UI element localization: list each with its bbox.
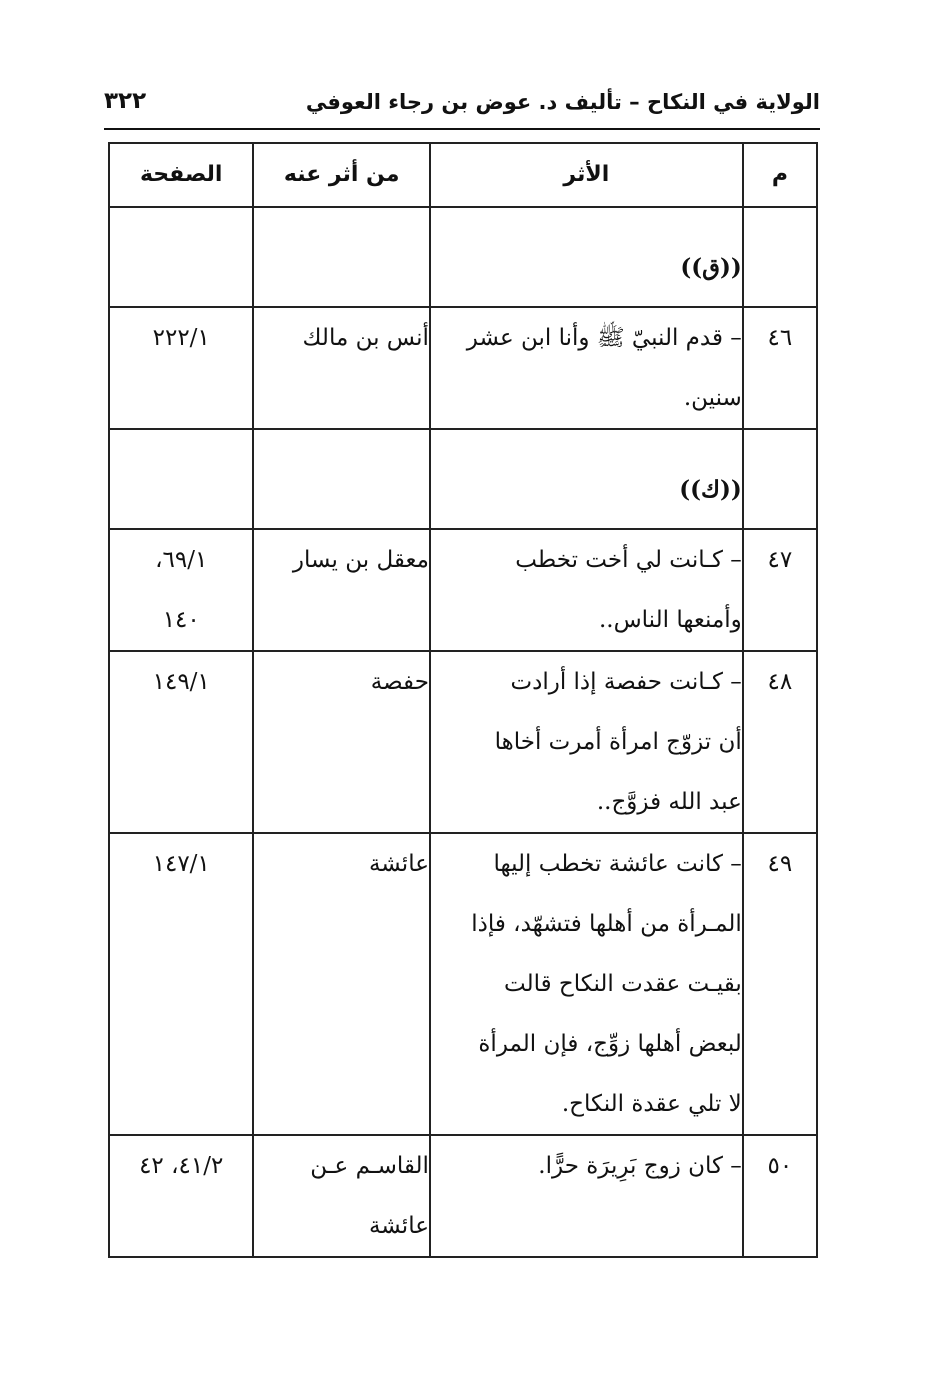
athar-text-line: سنين. bbox=[683, 385, 742, 411]
athar-text-line: – كانت عائشة تخطب إليها bbox=[493, 851, 742, 877]
page-cell bbox=[109, 529, 253, 651]
page-reference: ٤١/٢، ٤٢ bbox=[139, 1153, 224, 1179]
letter-separator-row bbox=[109, 207, 817, 307]
athar-text-line: لا تلي عقدة النكاح. bbox=[561, 1091, 742, 1117]
athar-cell bbox=[430, 651, 743, 833]
page-cell bbox=[109, 651, 253, 833]
page-reference: ١٤٩/١ bbox=[152, 669, 210, 695]
page-header bbox=[104, 90, 820, 130]
page-cell bbox=[109, 1135, 253, 1257]
col-header-athar: الأثر bbox=[430, 143, 743, 207]
entry-number: ٤٧ bbox=[743, 529, 817, 651]
table-row bbox=[109, 307, 817, 429]
num-cell bbox=[743, 429, 817, 529]
narrator-cell bbox=[253, 207, 429, 307]
page-cell bbox=[109, 429, 253, 529]
section-letter: ((ك)) bbox=[679, 476, 742, 503]
table-body bbox=[109, 207, 817, 1257]
athar-text-line: – كـانت لي أخت تخطب bbox=[515, 547, 742, 573]
athar-index-table bbox=[108, 142, 818, 1258]
table-row bbox=[109, 651, 817, 833]
table-row bbox=[109, 833, 817, 1135]
athar-text-line: وأمنعها الناس.. bbox=[598, 607, 742, 633]
num-cell bbox=[743, 207, 817, 307]
col-header-num: م bbox=[743, 143, 817, 207]
page-reference: ٦٩/١، bbox=[155, 547, 208, 573]
page-cell bbox=[109, 307, 253, 429]
athar-text-line: – كـانت حفصة إذا أرادت bbox=[510, 669, 742, 695]
athar-text-line: عبد الله فزوَّج.. bbox=[596, 789, 742, 815]
narrator-cell: حفصة bbox=[253, 651, 429, 833]
athar-text-line: – قدم النبيّ ﷺ وأنا ابن عشر bbox=[466, 325, 742, 351]
page-cell bbox=[109, 207, 253, 307]
entry-number: ٤٨ bbox=[743, 651, 817, 833]
page-cell bbox=[109, 833, 253, 1135]
table-row bbox=[109, 529, 817, 651]
running-title: الولاية في النكاح – تأليف د. عوض بن رجاء العوفي bbox=[305, 90, 820, 114]
narrator-cell bbox=[253, 429, 429, 529]
athar-text-line: لبعض أهلها زوِّج، فإن المرأة bbox=[478, 1031, 742, 1057]
athar-cell bbox=[430, 833, 743, 1135]
page-reference: ١٤٧/١ bbox=[152, 851, 210, 877]
athar-cell bbox=[430, 207, 743, 307]
letter-separator-row bbox=[109, 429, 817, 529]
narrator-cell: القاسـم عـن عائشة bbox=[253, 1135, 429, 1257]
entry-number: ٥٠ bbox=[743, 1135, 817, 1257]
narrator-cell: عائشة bbox=[253, 833, 429, 1135]
athar-text-line: المـرأة من أهلها فتشهّد، فإذا bbox=[471, 911, 742, 937]
col-header-page: الصفحة bbox=[109, 143, 253, 207]
athar-cell bbox=[430, 1135, 743, 1257]
narrator-cell: معقل بن يسار bbox=[253, 529, 429, 651]
athar-text-line: بقيـت عقدت النكاح قالت bbox=[503, 971, 742, 997]
page-number: ٣٢٢ bbox=[104, 88, 147, 114]
athar-cell bbox=[430, 529, 743, 651]
table-header-row bbox=[109, 143, 817, 207]
col-header-narrator: من أثر عنه bbox=[253, 143, 429, 207]
entry-number: ٤٦ bbox=[743, 307, 817, 429]
narrator-cell: أنس بن مالك bbox=[253, 307, 429, 429]
page-reference: ١٤٠ bbox=[162, 607, 200, 633]
athar-text-line: أن تزوّج امرأة أمرت أخاها bbox=[494, 729, 742, 755]
athar-cell bbox=[430, 429, 743, 529]
table-row bbox=[109, 1135, 817, 1257]
entry-number: ٤٩ bbox=[743, 833, 817, 1135]
athar-cell bbox=[430, 307, 743, 429]
page-reference: ٢٢٢/١ bbox=[152, 325, 210, 351]
section-letter: ((ق)) bbox=[680, 254, 742, 281]
athar-text-line: – كان زوج بَرِيرَة حرًّا. bbox=[538, 1153, 742, 1179]
